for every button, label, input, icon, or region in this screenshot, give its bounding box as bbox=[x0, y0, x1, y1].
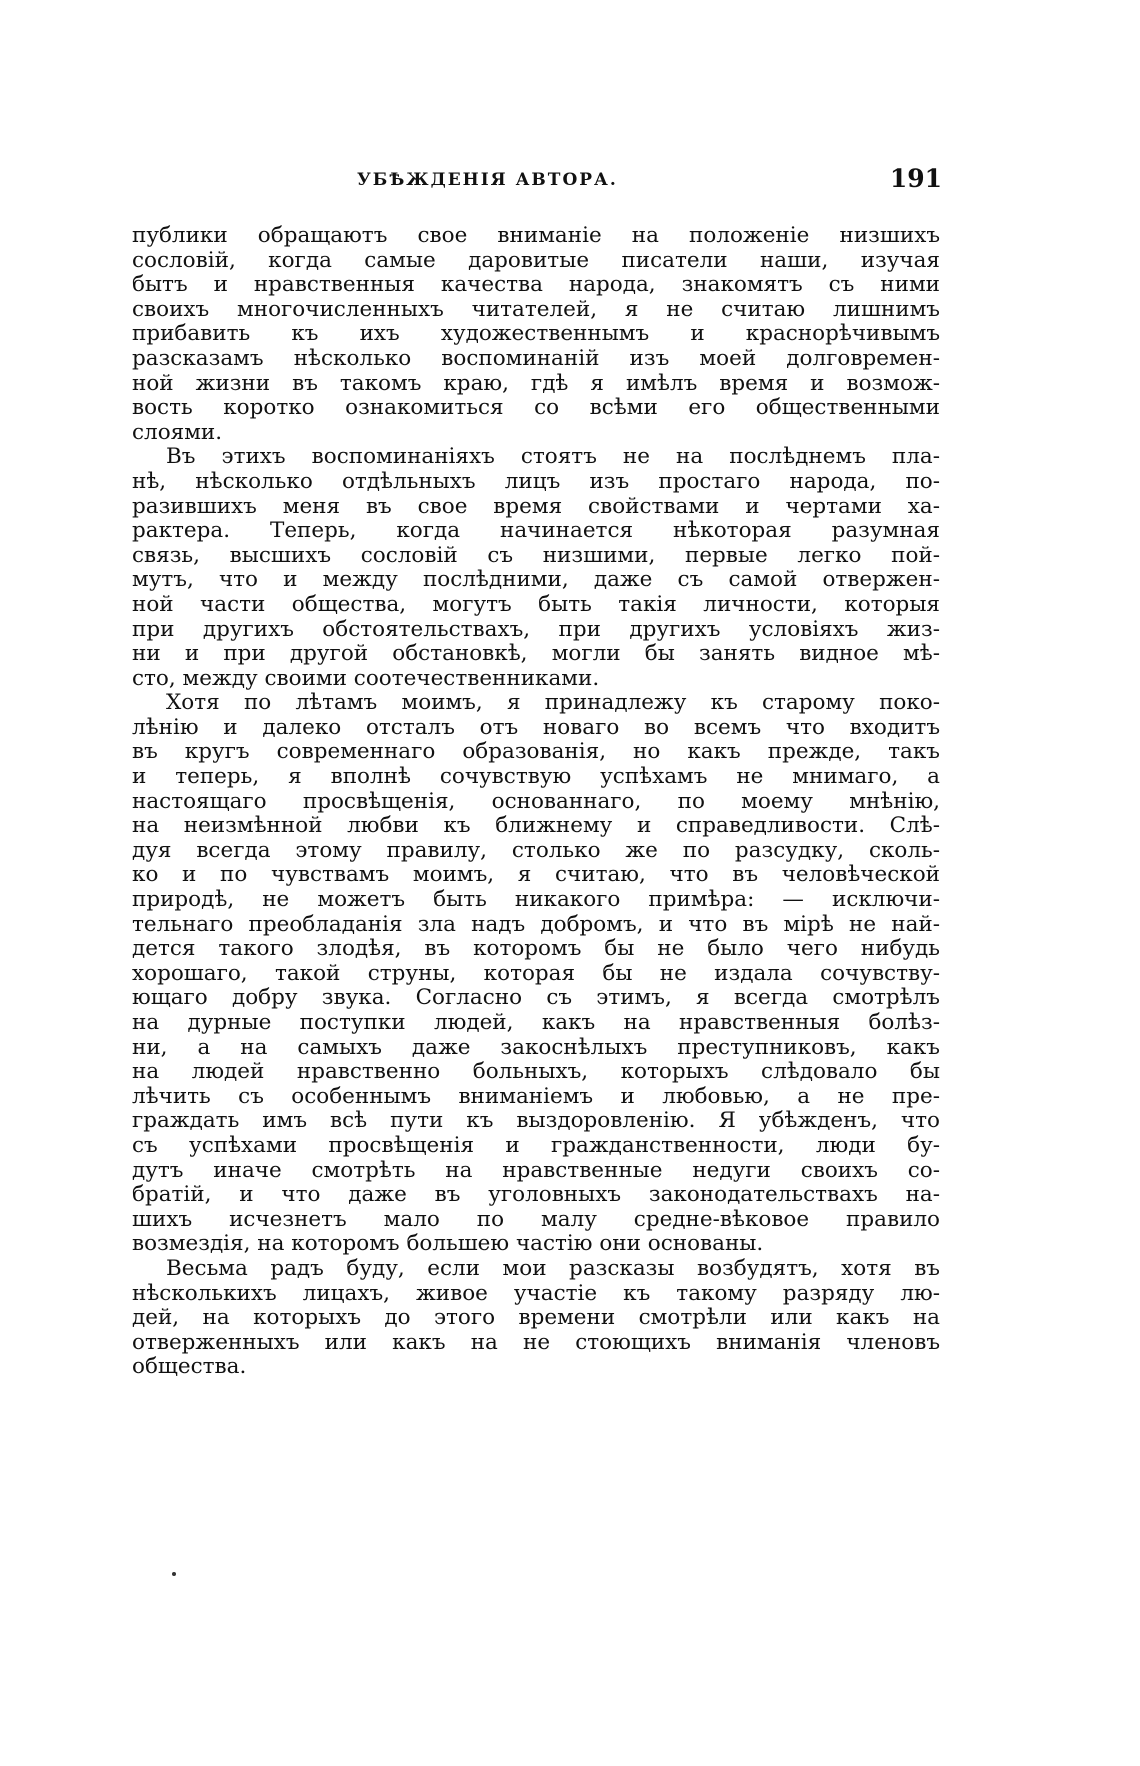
text-line: при другихъ обстоятельствахъ, при другихъ условіяхъ жиз- bbox=[132, 617, 940, 642]
text-line: ной части общества, могутъ быть такія личности, которыя bbox=[132, 592, 940, 617]
text-line: и теперь, я вполнѣ сочувствую успѣхамъ не мнимаго, а bbox=[132, 765, 940, 790]
text-line: мутъ, что и между послѣдними, даже съ самой отвержен- bbox=[132, 568, 940, 593]
text-line: природѣ, не можетъ быть никакого примѣра: — исключи- bbox=[132, 888, 940, 913]
text-line: лѣнію и далеко отсталъ отъ новаго во всемъ что входитъ bbox=[132, 715, 940, 740]
text-line: Хотя по лѣтамъ моимъ, я принадлежу къ старому поко- bbox=[166, 691, 940, 716]
text-line: связь, высшихъ сословій съ низшими, первые легко пой- bbox=[132, 543, 940, 568]
text-line: рактера. Теперь, когда начинается нѣкоторая разумная bbox=[132, 519, 940, 544]
text-line: въ кругъ современнаго образованія, но какъ прежде, такъ bbox=[132, 740, 940, 765]
text-line: братій, и что даже въ уголовныхъ законодательствахъ на- bbox=[132, 1183, 940, 1208]
text-line: прибавить къ ихъ художественнымъ и краснорѣчивымъ bbox=[132, 322, 940, 347]
page-number: 191 bbox=[889, 164, 942, 193]
text-line: бытъ и нравственныя качества народа, знакомятъ съ ними bbox=[132, 273, 940, 298]
text-line: своихъ многочисленныхъ читателей, я не считаю лишнимъ bbox=[132, 297, 940, 322]
text-line: на дурные поступки людей, какъ на нравственныя болѣз- bbox=[132, 1011, 940, 1035]
text-line: съ успѣхами просвѣщенія и гражданственности, люди бу- bbox=[132, 1133, 940, 1158]
text-line: на неизмѣнной любви къ ближнему и справедливости. Слѣ- bbox=[132, 814, 940, 839]
text-line: нѣ, нѣсколько отдѣльныхъ лицъ изъ простаго народа, по- bbox=[132, 469, 940, 494]
text-line: ющаго добру звука. Согласно съ этимъ, я всегда смотрѣлъ bbox=[132, 986, 940, 1011]
text-line: сословій, когда самые даровитые писатели наши, изучая bbox=[132, 248, 940, 273]
text-line: Въ этихъ воспоминаніяхъ стоятъ не на послѣднемъ пла- bbox=[166, 445, 940, 470]
text-line: хорошаго, такой струны, которая бы не издала сочувству- bbox=[132, 961, 940, 986]
page-header bbox=[132, 164, 942, 204]
text-line: дется такого злодѣя, въ которомъ бы не было чего нибудь bbox=[132, 937, 940, 962]
text-line: общества. bbox=[132, 1355, 247, 1380]
paragraph-1 bbox=[132, 224, 940, 445]
text-line: тельнаго преобладанія зла надъ добромъ, и что въ мірѣ не най- bbox=[132, 912, 940, 937]
text-line: дей, на которыхъ до этого времени смотрѣли или какъ на bbox=[132, 1306, 940, 1331]
body-text bbox=[132, 224, 940, 1380]
text-line: настоящаго просвѣщенія, основаннаго, по моему мнѣнію, bbox=[132, 789, 940, 814]
paragraph-3 bbox=[132, 691, 940, 1257]
paragraph-4 bbox=[132, 1257, 940, 1380]
ink-speck bbox=[172, 1572, 176, 1576]
text-line: вость коротко ознакомиться со всѣми его общественными bbox=[132, 396, 940, 421]
text-line: публики обращаютъ свое вниманіе на положеніе низшихъ bbox=[132, 224, 940, 248]
text-line: на людей нравственно больныхъ, которыхъ слѣдовало бы bbox=[132, 1060, 940, 1085]
text-line: ной жизни въ такомъ краю, гдѣ я имѣлъ время и возмож- bbox=[132, 371, 940, 396]
text-line: ко и по чувствамъ моимъ, я считаю, что въ человѣческой bbox=[132, 863, 940, 888]
text-line: слоями. bbox=[132, 420, 223, 445]
text-line: нѣсколькихъ лицахъ, живое участіе къ такому разряду лю- bbox=[132, 1281, 940, 1306]
running-title: УБѢЖДЕНІЯ АВТОРА. bbox=[357, 170, 618, 190]
text-line: ни, а на самыхъ даже закоснѣлыхъ преступниковъ, какъ bbox=[132, 1035, 940, 1060]
text-line: разсказамъ нѣсколько воспоминаній изъ моей долговремен- bbox=[132, 346, 940, 371]
paragraph-2 bbox=[132, 445, 940, 691]
text-line: граждать имъ всѣ пути къ выздоровленію. Я убѣжденъ, что bbox=[132, 1109, 940, 1134]
text-line: отверженныхъ или какъ на не стоющихъ вниманія членовъ bbox=[132, 1330, 940, 1355]
text-line: дутъ иначе смотрѣть на нравственные недуги своихъ со- bbox=[132, 1158, 940, 1183]
text-line: шихъ исчезнетъ мало по малу средне-вѣковое правило bbox=[132, 1207, 940, 1232]
text-line: сто, между своими соотечественниками. bbox=[132, 666, 600, 691]
text-line: дуя всегда этому правилу, столько же по разсудку, сколь- bbox=[132, 838, 940, 863]
text-line: ни и при другой обстановкѣ, могли бы занять видное мѣ- bbox=[132, 642, 940, 667]
text-line: лѣчить съ особеннымъ вниманіемъ и любовью, а не пре- bbox=[132, 1084, 940, 1109]
text-line: разившихъ меня въ свое время свойствами и чертами ха- bbox=[132, 494, 940, 519]
text-line: Весьма радъ буду, если мои разсказы возбудятъ, хотя въ bbox=[166, 1256, 940, 1281]
text-line: возмездія, на которомъ большею частію они основаны. bbox=[132, 1232, 764, 1257]
